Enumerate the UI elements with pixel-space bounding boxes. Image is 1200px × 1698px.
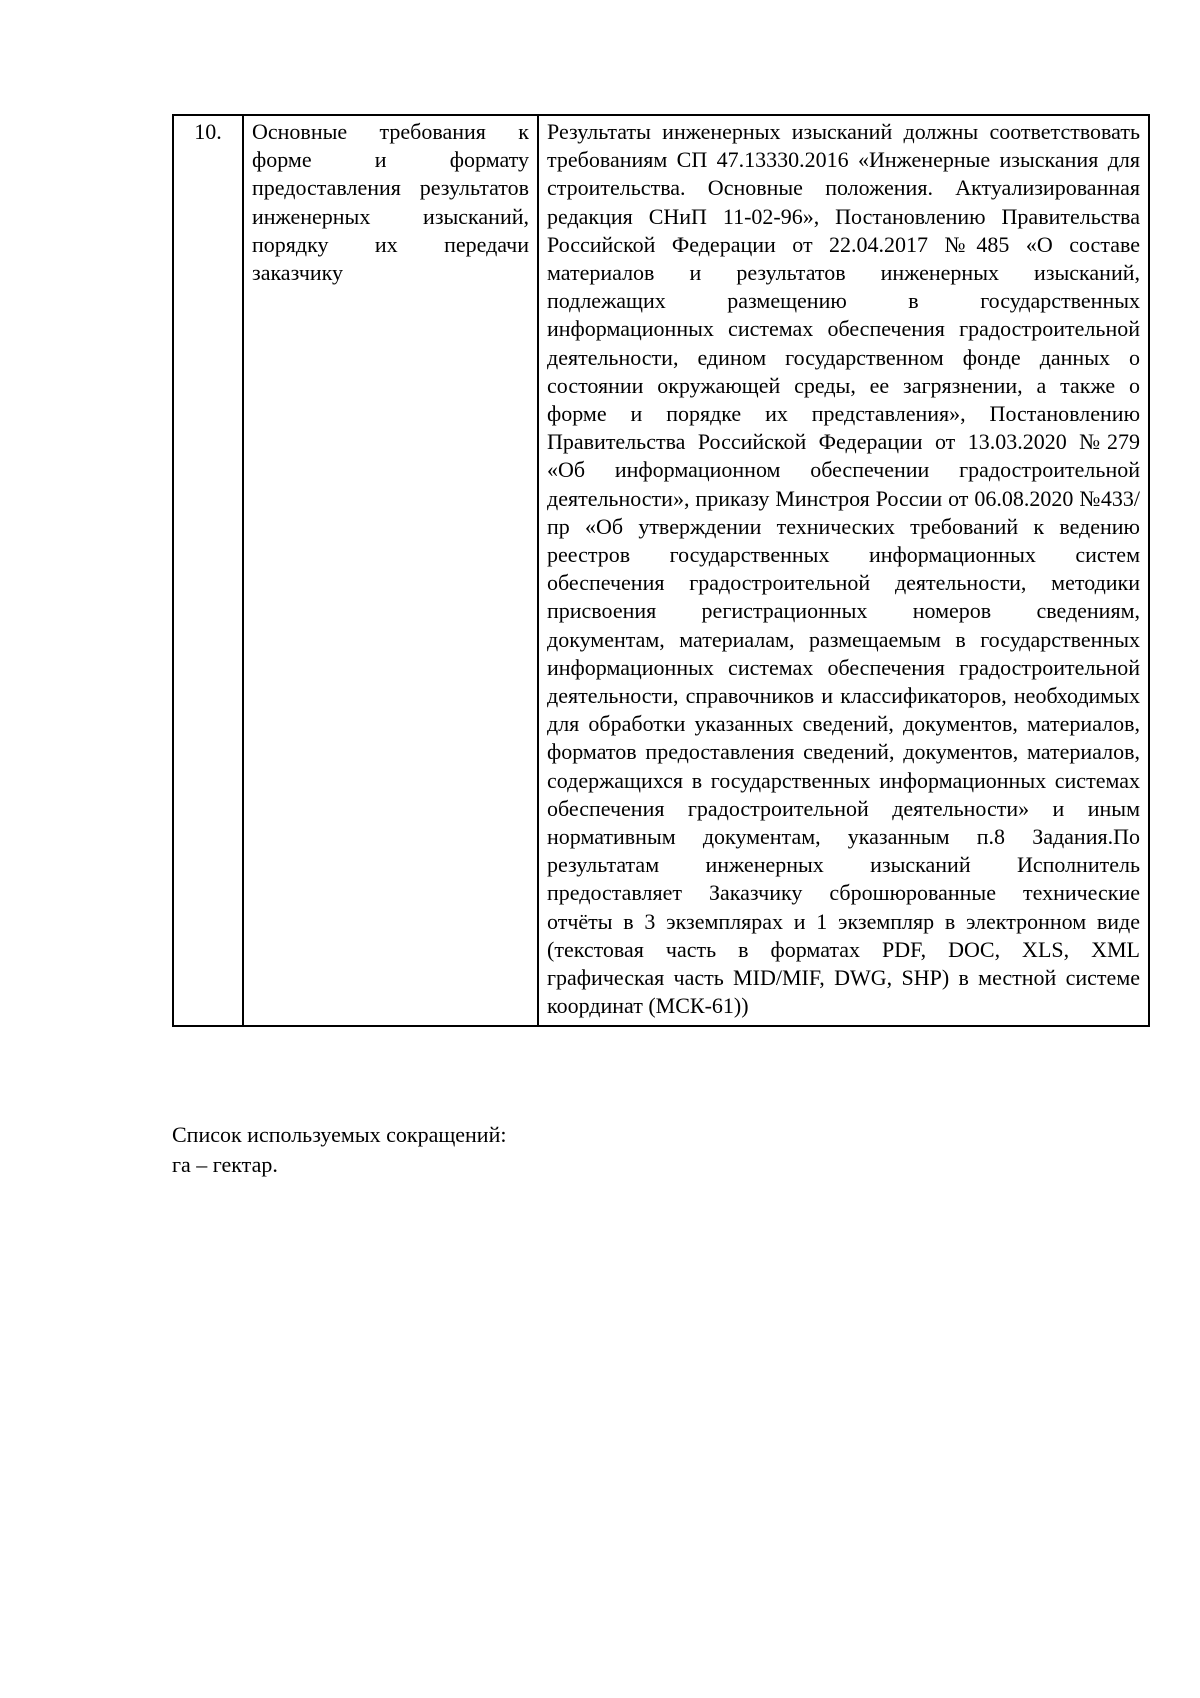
row-number: 10. bbox=[173, 115, 243, 1026]
abbreviations-heading: Список используемых сокращений: bbox=[172, 1122, 507, 1147]
requirement-description: Результаты инженерных изысканий должны соответствовать требованиям СП 47.13330.2016 «Инженерные изыскания для строительства. Основные положения. Актуализированная редакция СНиП 11-02-96», Постановлению Правительства Российской Федерации от 22.04.2017 №485 «О составе материалов и результатов инженерных изысканий, подлежащих размещению в государственных информационных системах обеспечения градостроительной деятельности, едином государственном фонде данных о состоянии окружающей среды, ее загрязнении, а также о форме и порядке их представления», Постановлению Правительства Российской Федерации от 13.03.2020 №279 «Об информационном обеспечении градостроительной деятельности», приказу Минстроя России от 06.08.2020 №433/пр «Об утверждении технических требований к ведению реестров государственных информационных систем обеспечения градостроительной деятельности, методики присвоения регистрационных номеров сведениям, документам, материалам, размещаемым в государственных информационных системах обеспечения градостроительной деятельности, справочников и классификаторов, необходимых для обработки указанных сведений, документов, материалов, форматов предоставления сведений, документов, материалов, содержащихся в государственных информационных системах обеспечения градостроительной деятельности» и иным нормативным документам, указанным п.8 Задания.По результатам инженерных изысканий Исполнитель предоставляет Заказчику сброшюрованные технические отчёты в 3 экземплярах и 1 экземпляр в электронном виде (текстовая часть в форматах PDF, DOC, XLS, XML графическая часть MID/MIF, DWG, SHP) в местной системе координат (МСК-61)) bbox=[538, 115, 1149, 1026]
abbreviation-item: га – гектар. bbox=[172, 1152, 278, 1177]
abbreviations-section bbox=[172, 1120, 506, 1180]
requirements-table bbox=[172, 114, 1150, 1027]
table-row bbox=[173, 115, 1149, 1026]
requirement-name: Основные требования к форме и формату предоставления результатов инженерных изысканий, порядку их передачи заказчику bbox=[243, 115, 538, 1026]
